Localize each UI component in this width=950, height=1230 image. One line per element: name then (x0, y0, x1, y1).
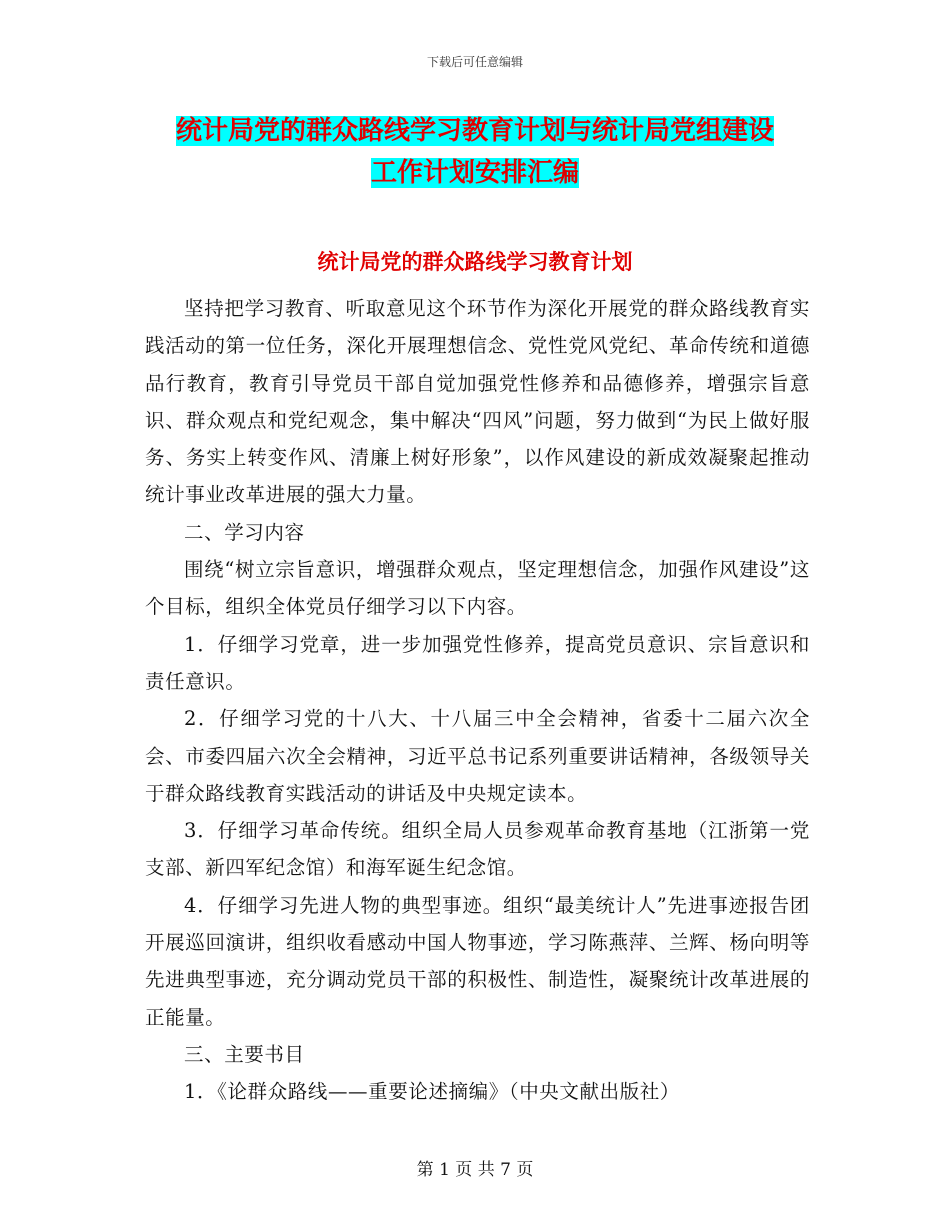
body-text (145, 290, 810, 1111)
document-title (120, 110, 830, 194)
paragraph: 三、主要书目 (184, 1042, 305, 1066)
paragraph: 坚持把学习教育、听取意见这个环节作为深化开展党的群众路线教育实践活动的第一位任务，深化开展理想信念、党性党风党纪、革命传统和道德品行教育，教育引导党员干部自觉加强党性修养和品德修养，增强宗旨意识、群众观点和党纪观念，集中解决“四风”问题，努力做到“为民上做好服务、务实上转变作风、清廉上树好形象”，以作风建设的新成效凝聚起推动统计事业改革进展的强大力量。 (145, 297, 810, 507)
paragraph: 2．仔细学习党的十八大、十八届三中全会精神，省委十二届六次全会、市委四届六次全会精神，习近平总书记系列重要讲话精神，各级领导关于群众路线教育实践活动的讲话及中央规定读本。 (145, 707, 810, 805)
paragraph: 1．仔细学习党章，进一步加强党性修养，提高党员意识、宗旨意识和责任意识。 (145, 632, 810, 693)
paragraph: 二、学习内容 (184, 520, 305, 544)
document-title-line-1: 统计局党的群众路线学习教育计划与统计局党组建设 (175, 116, 774, 146)
header-note: 下载后可任意编辑 (426, 55, 523, 69)
paragraph: 3．仔细学习革命传统。组织全局人员参观革命教育基地（江浙第一党支部、新四军纪念馆）和海军诞生纪念馆。 (145, 819, 810, 880)
paragraph: 1．《论群众路线——重要论述摘编》（中央文献出版社） (184, 1080, 681, 1104)
document-title-line-2: 工作计划安排汇编 (370, 158, 579, 188)
page-footer: 第 1 页 共 7 页 (416, 1160, 534, 1180)
paragraph: 4．仔细学习先进人物的典型事迹。组织“最美统计人”先进事迹报告团开展巡回演讲，组织收看感动中国人物事迹，学习陈燕萍、兰辉、杨向明等先进典型事迹，充分调动党员干部的积极性、制造性，凝聚统计改革进展的正能量。 (145, 893, 810, 1029)
section-title: 统计局党的群众路线学习教育计划 (317, 250, 633, 274)
paragraph: 围绕“树立宗旨意识，增强群众观点，坚定理想信念，加强作风建设”这个目标，组织全体党员仔细学习以下内容。 (145, 558, 810, 619)
